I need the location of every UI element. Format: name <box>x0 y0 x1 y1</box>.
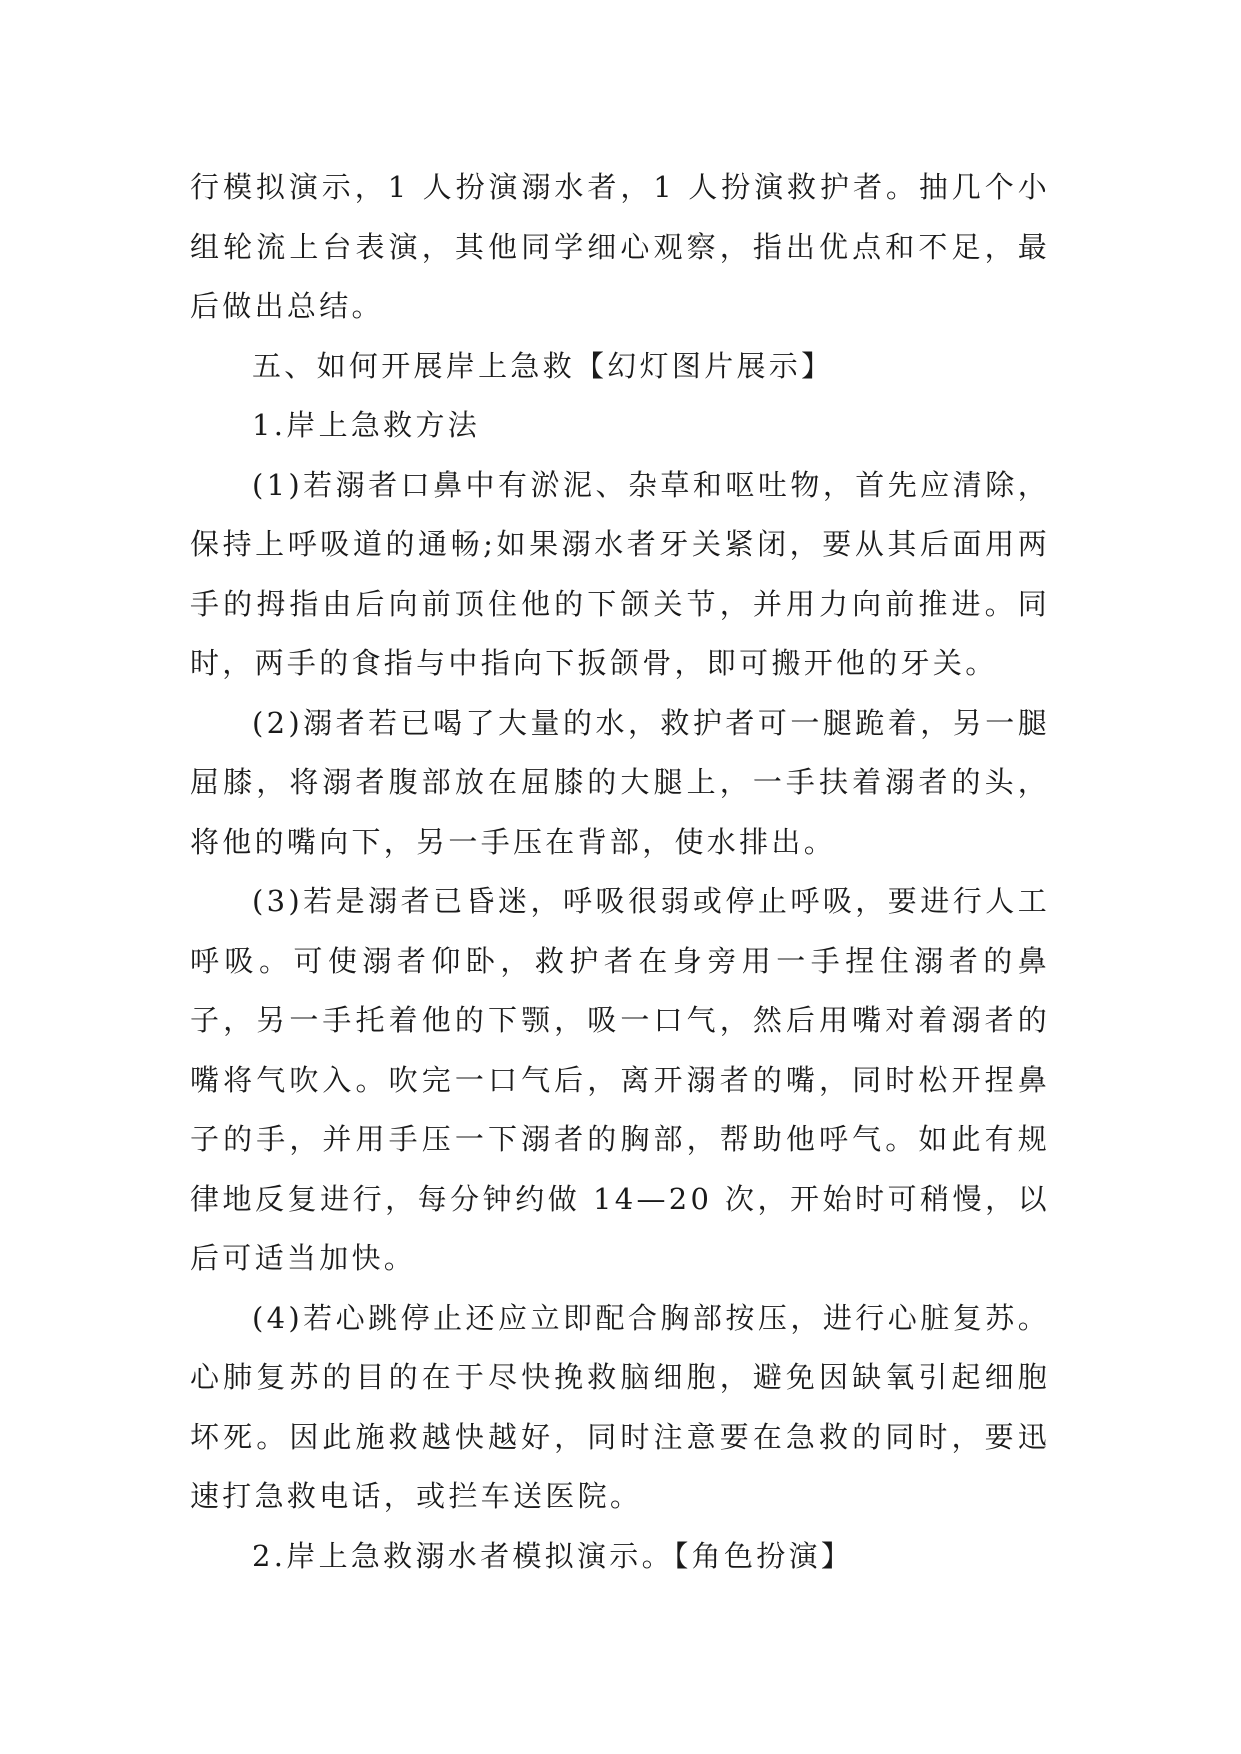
paragraph-step-4: (4)若心跳停止还应立即配合胸部按压，进行心脏复苏。心肺复苏的目的在于尽快挽救脑细胞，避免因缺氧引起细胞坏死。因此施救越快越好，同时注意要在急救的同时，要迅速打急救电话，或拦车送医院。 <box>190 1300 1050 1513</box>
paragraph-continuation: 行模拟演示，1 人扮演溺水者，1 人扮演救护者。抽几个小组轮流上台表演，其他同学细心观察，指出优点和不足，最后做出总结。 <box>190 170 1050 323</box>
subheading-first-aid-methods: 1.岸上急救方法 <box>252 408 481 442</box>
subheading-role-play: 2.岸上急救溺水者模拟演示。【角色扮演】 <box>252 1538 854 1573</box>
paragraph-step-3: (3)若是溺者已昏迷，呼吸很弱或停止呼吸，要进行人工呼吸。可使溺者仰卧，救护者在身旁用一手捏住溺者的鼻子，另一手托着他的下颚，吸一口气，然后用嘴对着溺者的嘴将气吹入。吹完一口气后，离开溺者的嘴，同时松开捏鼻子的手，并用手压一下溺者的胸部，帮助他呼气。如此有规律地反复进行，每分钟约做 14—20 次，开始时可稍慢，以后可适当加快。 <box>190 884 1050 1275</box>
paragraph-step-2: (2)溺者若已喝了大量的水，救护者可一腿跪着，另一腿屈膝，将溺者腹部放在屈膝的大腿上，一手扶着溺者的头，将他的嘴向下，另一手压在背部，使水排出。 <box>190 705 1050 859</box>
document-page <box>190 158 1050 1586</box>
section-heading-onshore-first-aid: 五、如何开展岸上急救【幻灯图片展示】 <box>252 348 834 383</box>
paragraph-step-1: (1)若溺者口鼻中有淤泥、杂草和呕吐物，首先应清除，保持上呼吸道的通畅;如果溺水者牙关紧闭，要从其后面用两手的拇指由后向前顶住他的下颌关节，并用力向前推进。同时，两手的食指与中指向下扳颌骨，即可搬开他的牙关。 <box>190 467 1050 680</box>
